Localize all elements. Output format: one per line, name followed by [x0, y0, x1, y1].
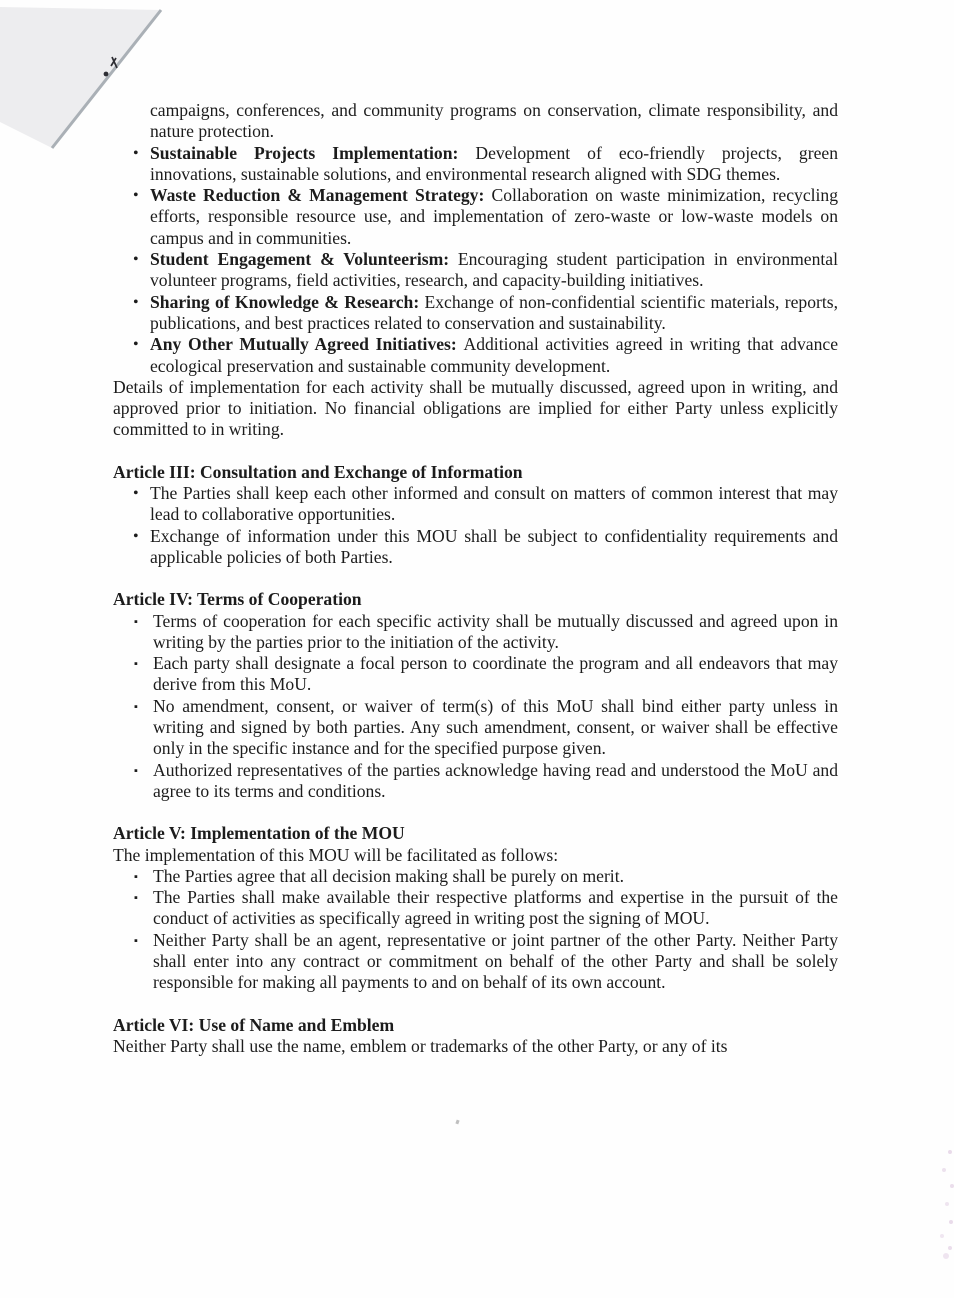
list-item-text: Each party shall designate a focal person to coordinate the program and all endeavors that may derive from this MoU. — [153, 653, 838, 695]
list-item — [113, 526, 838, 569]
article-heading: Article VI: Use of Name and Emblem — [113, 1014, 395, 1035]
list-item-text: Neither Party shall be an agent, representative or joint partner of the other Party. Neither Party shall enter into any contract or commitment on behalf of the other Party and shall be solely responsible for making all payments to and on behalf of its own account. — [153, 929, 838, 993]
edge-speckles-artifact — [948, 1150, 952, 1154]
bullet-disc-icon: • — [133, 293, 139, 311]
bullet-square-icon: ▪ — [134, 700, 138, 713]
list-item-text: Collaboration on waste minimization, recycling efforts, responsible resource use, and implementation of zero-waste or low-waste models on campus and in communities. — [150, 185, 839, 248]
list-item-text: Terms of cooperation for each specific activity shall be mutually discussed and agreed upon in writing by the parties prior to the initiation of the activity. — [153, 610, 838, 652]
bullet-disc-icon: • — [133, 187, 139, 205]
list-item — [113, 887, 838, 930]
activities-list — [113, 143, 838, 377]
article-heading: Article III: Consultation and Exchange of Information — [113, 461, 523, 482]
bullet-disc-icon: • — [133, 144, 139, 162]
list-item-text: Exchange of information under this MOU shall be subject to confidentiality requirements and applicable policies of both Parties. — [150, 525, 838, 567]
list-item — [113, 866, 838, 887]
list-item-text: The Parties shall keep each other informed and consult on matters of common interest that may lead to collaborative opportunities. — [150, 483, 838, 525]
list-item-text: The Parties shall make available their respective platforms and expertise in the pursuit of the conduct of activities as specifically agreed in writing post the signing of MOU. — [153, 887, 838, 929]
list-item — [113, 611, 838, 654]
list-item-text: Exchange of non-confidential scientific materials, reports, publications, and best practices related to conservation and sustainability. — [150, 291, 839, 333]
articles-container — [113, 462, 838, 1057]
scan-speck-artifact — [455, 1120, 459, 1125]
paragraph-continuation: campaigns, conferences, and community programs on conservation, climate responsibility, and nature protection. — [150, 100, 838, 142]
article-bullet-list — [113, 483, 838, 568]
bullet-square-icon: ▪ — [134, 764, 138, 777]
list-item-title: Waste Reduction & Management Strategy: — [150, 185, 492, 206]
list-item-text: Additional activities agreed in writing that advance ecological preservation and sustainable community development. — [150, 334, 839, 376]
list-item — [113, 653, 838, 696]
document-content — [113, 100, 838, 1057]
article-bullet-list — [113, 611, 838, 803]
list-item-text: Encouraging student participation in environmental volunteer programs, field activities, research, and capacity-building initiatives. — [150, 249, 838, 291]
article-bullet-list — [113, 866, 838, 994]
list-item — [113, 292, 838, 335]
bullet-disc-icon: • — [133, 527, 139, 545]
list-item-text: The Parties agree that all decision making shall be purely on merit. — [153, 865, 624, 886]
list-item — [113, 696, 838, 760]
bullet-disc-icon: • — [133, 336, 139, 354]
list-item — [113, 185, 838, 249]
list-item — [113, 760, 838, 803]
bullet-square-icon: ▪ — [134, 934, 138, 947]
bullet-square-icon: ▪ — [134, 892, 138, 905]
bullet-disc-icon: • — [133, 251, 139, 269]
list-item-title: Sharing of Knowledge & Research: — [150, 291, 425, 312]
list-item-title: Any Other Mutually Agreed Initiatives: — [150, 334, 464, 355]
list-item — [113, 249, 838, 292]
article-heading: Article V: Implementation of the MOU — [113, 823, 405, 844]
list-item-title: Sustainable Projects Implementation: — [150, 142, 476, 163]
bullet-square-icon: ▪ — [134, 615, 138, 628]
list-item — [113, 143, 838, 186]
article-intro-paragraph: Neither Party shall use the name, emblem or trademarks of the other Party, or any of its — [113, 1035, 728, 1056]
list-item-text: No amendment, consent, or waiver of term(s) of this MoU shall bind either party unless in writing and signed by both parties. Any such amendment, consent, or waiver shall be effective only in the specific instance and for the specified purpose given. — [153, 695, 838, 759]
list-item-title: Student Engagement & Volunteerism: — [150, 249, 458, 270]
bullet-disc-icon: • — [133, 485, 139, 503]
list-item — [113, 930, 838, 994]
list-item-text: Development of eco-friendly projects, green innovations, sustainable solutions, and environmental research aligned with SDG themes. — [150, 142, 838, 184]
paragraph-details: Details of implementation for each activity shall be mutually discussed, agreed upon in writing, and approved prior to initiation. No financial obligations are implied for either Party unless explicitly committed to in writing. — [113, 376, 838, 440]
pen-dot-mark — [104, 72, 109, 77]
list-item — [113, 483, 838, 526]
article-heading: Article IV: Terms of Cooperation — [113, 589, 362, 610]
bullet-square-icon: ▪ — [134, 870, 138, 883]
bullet-square-icon: ▪ — [134, 658, 138, 671]
article-intro-paragraph: The implementation of this MOU will be facilitated as follows: — [113, 844, 559, 865]
list-item — [113, 334, 838, 377]
list-item-text: Authorized representatives of the parties acknowledge having read and understood the MoU and agree to its terms and conditions. — [153, 759, 838, 801]
